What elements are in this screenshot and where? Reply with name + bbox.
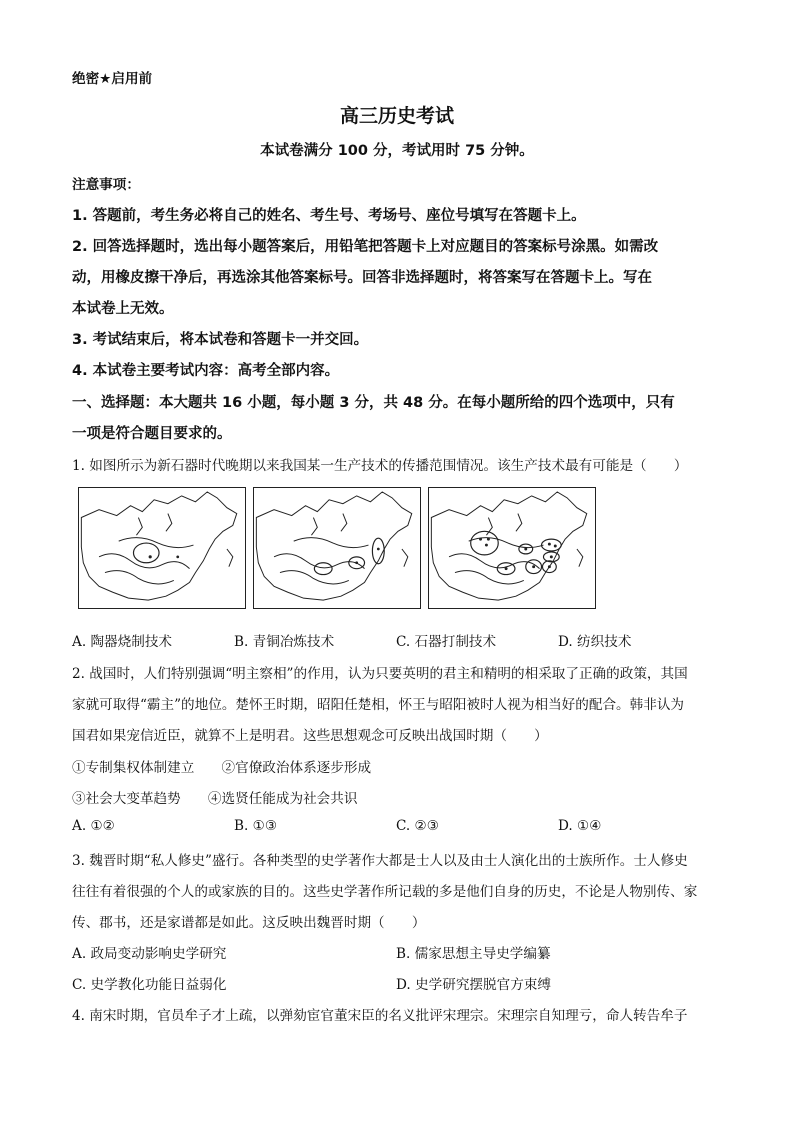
q1-option-b[interactable]: B. 青铜冶炼技术: [234, 634, 335, 650]
map-figure-1: [78, 487, 246, 609]
notice-heading: 注意事项：: [72, 177, 140, 193]
notice-line: 1. 答题前，考生务必将自己的姓名、考生号、考场号、座位号填写在答题卡上。: [72, 208, 586, 224]
q2-option-d[interactable]: D. ①④: [558, 818, 602, 834]
exam-subtitle: 本试卷满分 100 分，考试用时 75 分钟。: [260, 143, 534, 159]
page-title: 高三历史考试: [339, 105, 454, 127]
notice-line: 本试卷上无效。: [72, 301, 174, 317]
china-map-1: [79, 488, 245, 608]
question-2-stem: 2. 战国时，人们特别强调“明主察相”的作用，认为只要英明的君主和精明的相采取了正确的政策，其国: [72, 666, 688, 682]
q1-option-a[interactable]: A. 陶器烧制技术: [72, 634, 173, 650]
question-3-stem: 传、郡书，还是家谱都是如此。这反映出魏晋时期（ ）: [72, 915, 426, 931]
question-1-stem: 1. 如图所示为新石器时代晚期以来我国某一生产技术的传播范围情况。该生产技术最有可能是（ ）: [72, 458, 688, 474]
q2-option-b[interactable]: B. ①③: [234, 818, 278, 834]
question-4-stem: 4. 南宋时期，官员牟子才上疏，以弹劾宦官董宋臣的名义批评宋理宗。宋理宗自知理亏，命人转告牟子: [72, 1008, 688, 1024]
q3-option-c[interactable]: C. 史学教化功能日益弱化: [72, 977, 227, 993]
secret-label: 绝密★启用前: [72, 71, 153, 87]
q2-option-c[interactable]: C. ②③: [396, 818, 439, 834]
china-map-3: [429, 488, 595, 608]
q1-option-d[interactable]: D. 纺织技术: [558, 634, 632, 650]
notice-line: 4. 本试卷主要考试内容：高考全部内容。: [72, 363, 340, 379]
question-3-stem: 往往有着很强的个人的或家族的目的。这些史学著作所记载的多是他们自身的历史，不论是人物别传、家: [72, 884, 698, 900]
notice-line: 动，用橡皮擦干净后，再选涂其他答案标号。回答非选择题时，将答案写在答题卡上。写在: [72, 270, 652, 286]
notice-line: 3. 考试结束后，将本试卷和答题卡一并交回。: [72, 332, 369, 348]
question-2-stem: 国君如果宠信近臣，就算不上是明君。这些思想观念可反映出战国时期（ ）: [72, 728, 548, 744]
question-2-stem: 家就可取得“霸主”的地位。楚怀王时期，昭阳任楚相，怀王与昭阳被时人视为相当好的配合。韩非认为: [72, 697, 685, 713]
q3-option-d[interactable]: D. 史学研究摆脱官方束缚: [396, 977, 551, 993]
q2-option-a[interactable]: A. ①②: [72, 818, 115, 834]
q2-statement: ③社会大变革趋势 ④选贤任能成为社会共识: [72, 791, 358, 807]
china-map-2: [254, 488, 420, 608]
notice-line: 2. 回答选择题时，选出每小题答案后，用铅笔把答题卡上对应题目的答案标号涂黑。如需改: [72, 239, 659, 255]
map-figure-2: [253, 487, 421, 609]
q2-statement: ①专制集权体制建立 ②官僚政治体系逐步形成: [72, 760, 372, 776]
q3-option-b[interactable]: B. 儒家思想主导史学编纂: [396, 946, 551, 962]
q3-option-a[interactable]: A. 政局变动影响史学研究: [72, 946, 227, 962]
q1-option-c[interactable]: C. 石器打制技术: [396, 634, 497, 650]
map-figure-3: [428, 487, 596, 609]
section-heading: 一项是符合题目要求的。: [72, 426, 232, 442]
question-3-stem: 3. 魏晋时期“私人修史”盛行。各种类型的史学著作大都是士人以及由士人演化出的士族所作。士人修史: [72, 853, 688, 869]
section-heading: 一、选择题：本大题共 16 小题，每小题 3 分，共 48 分。在每小题所给的四个选项中，只有: [72, 395, 675, 411]
